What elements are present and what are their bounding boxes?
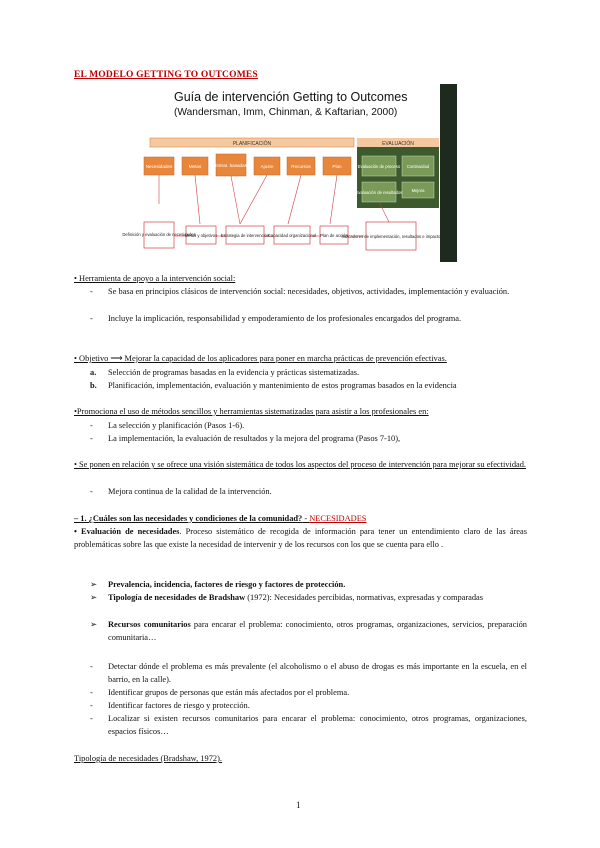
page-number: 1	[296, 800, 301, 810]
bottom-box-2: Metas y objetivos	[184, 233, 218, 238]
planning-label: PLANIFICACIÓN	[232, 141, 272, 147]
bradshaw-heading: Tipología de necesidades (Bradshaw, 1972).	[74, 754, 223, 763]
eval-box-1: Evaluación de proceso	[357, 164, 401, 169]
top-box-4: Ajuste	[260, 164, 274, 169]
section3-heading: •Promociona el uso de métodos sencillos y herramientas sistematizadas para asistir a los profesionales en:	[74, 407, 429, 416]
arrow-item-2: ➢ Tipología de necesidades de Bradshaw (1972): Necesidades percibidas, normativas, expresadas y comparadas	[90, 593, 484, 602]
getting-to-outcomes-diagram	[122, 84, 457, 262]
eval-box-2: Continuidad	[406, 164, 430, 169]
dash-item-2: - Identificar grupos de personas que están más afectados por el problema.	[90, 688, 350, 697]
bottom-box-4: Capacidad organizacional	[267, 233, 317, 238]
diagram-title-1: Guía de intervención Getting to Outcomes	[174, 90, 408, 104]
section4-heading: • Se ponen en relación y se ofrece una visión sistemática de todos los aspectos del proceso de intervención para mejorar su efectividad.	[74, 460, 527, 469]
arrow-bullet-icon: ➢	[90, 620, 98, 629]
top-box-5: Recursos	[291, 164, 311, 169]
section1-item-1: - Se basa en principios clásicos de intervención social: necesidades, objetivos, actividades, implementación y evaluación.	[90, 287, 510, 296]
bottom-box-1: Definición y evaluación de necesidades	[122, 232, 196, 237]
dash-item-1: - Detectar dónde el problema es más prevalente (el alcoholismo o el abuso de drogas es más importante en la escuela, en el barrio, en la calle).	[90, 662, 527, 684]
top-box-6: Plan	[332, 164, 342, 169]
arrow-item-1: ➢ Prevalencia, incidencia, factores de riesgo y factores de protección.	[90, 580, 346, 589]
arrow-item-3: ➢ Recursos comunitarios para encarar el problema: conocimiento, otros programas, organizaciones, servicios, preparación comunitaria…	[90, 620, 527, 642]
arrow-bullet-icon: ➢	[90, 593, 98, 602]
dash-item-3: - Identificar factores de riesgo y protección.	[90, 701, 250, 710]
section2-heading: • Objetivo ⟶ Mejorar la capacidad de los aplicadores para poner en marcha prácticas de prevención efectivas.	[74, 354, 447, 363]
diagram-svg	[122, 84, 457, 262]
section3-item-2: - La implementación, la evaluación de resultados y la mejora del programa (Pasos 7-10),	[90, 434, 401, 443]
section2-item-b: b. Planificación, implementación, evaluación y mantenimiento de estos programas basados en la evidencia	[90, 381, 457, 390]
section1-item-2: - Incluye la implicación, responsabilidad y empoderamiento de los profesionales encargados del programa.	[90, 314, 462, 323]
section3-item-1: - La selección y planificación (Pasos 1-6).	[90, 421, 245, 430]
document-title: EL MODELO GETTING TO OUTCOMES	[74, 70, 258, 80]
arrow-bullet-icon: ➢	[90, 580, 98, 589]
eval-box-3: Evaluación de resultados	[355, 190, 403, 195]
section2-item-a: a. Selección de programas basadas en la evidencia y prácticas sistematizadas.	[90, 368, 360, 377]
diagram-side-bar	[440, 84, 457, 262]
top-box-2: Metas	[188, 164, 202, 169]
bottom-box-5: Plan de acción	[320, 233, 348, 238]
evaluation-label: EVALUACIÓN	[382, 141, 414, 147]
section5-heading: – 1. ¿Cuáles son las necesidades y condiciones de la comunidad? - NECESIDADES	[74, 514, 367, 523]
eval-box-4: Mejora	[411, 188, 425, 193]
section4-item-1: - Mejora continua de la calidad de la intervención.	[90, 487, 272, 496]
section1-heading: • Herramienta de apoyo a la intervención social:	[74, 274, 236, 283]
needs-evaluation-paragraph: • Evaluación de necesidades. Proceso sistemático de recogida de información para tener un entendimiento claro de las áreas problemáticas sobre las que existe la necesidad de intervenir y de los recursos con los que se cuenta para ello .	[74, 527, 527, 549]
bottom-box-6: Indicadores de implementación, resultados e impacto	[341, 234, 441, 239]
top-box-1: Necesidades	[145, 164, 173, 169]
diagram-title-2: (Wandersman, Imm, Chinman, & Kaftarian, 2000)	[174, 107, 398, 118]
dash-item-4: - Localizar si existen recursos comunitarios para encarar el problema: conocimiento, otros programas, organizaciones, espacios físicos…	[90, 714, 527, 736]
top-box-3: Estrat. basadas	[215, 163, 247, 168]
bottom-box-3: Estrategia de intervención	[220, 233, 270, 238]
